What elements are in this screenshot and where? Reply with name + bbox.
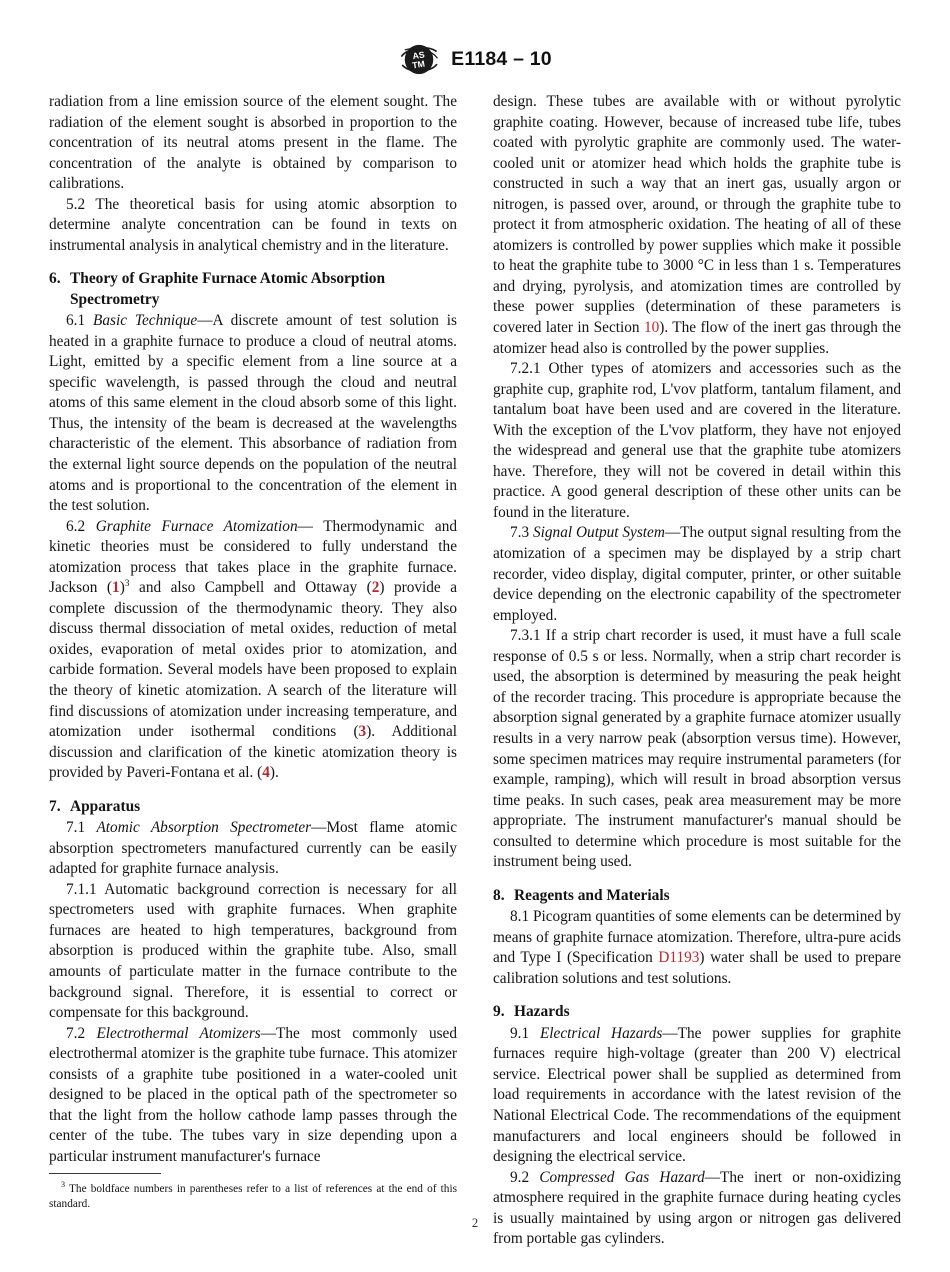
paragraph-9-1-text: —The power supplies for graphite furnaces require high-voltage (greater than 200 V) electrical service. Electrical power shall be supplied as determined from load requirements in accordance with the latest revision of the National Electrical Code. The recommendations of the equipment manufacturers and local engineers should be followed in designing the electrical service. [493, 1024, 902, 1166]
paragraph-8-1-text-2: ) water shall be used to prepare calibration solutions and test solutions. [493, 949, 901, 987]
paragraph-9-1-number: 9.1 [510, 1024, 530, 1042]
paragraph-9-2-text: —The inert or non-oxidizing atmosphere required in the graphite furnace during heating cycles is usually maintained by using argon or nitrogen gas delivered from portable gas cylinders. [493, 1168, 901, 1248]
two-column-body [49, 92, 902, 1248]
heading-7-number: 7. [49, 797, 61, 815]
paragraph-6-2-number: 6.2 [66, 517, 86, 535]
heading-section-7 [49, 797, 457, 817]
reference-link-2[interactable]: 2 [371, 579, 380, 597]
paragraph-6-2-text-1: — Thermodynamic and kinetic theories must be considered to fully understand the atomization process that takes place in the graphite furnace. Jackson ( [49, 517, 457, 597]
heading-section-9 [493, 1002, 901, 1022]
paragraph-6-2 [49, 517, 457, 784]
reference-link-4[interactable]: 4 [262, 764, 270, 782]
footnote-marker-3[interactable]: 3 [124, 579, 130, 590]
heading-section-6 [49, 269, 457, 310]
svg-text:AS: AS [411, 49, 426, 62]
paragraph-6-2-text-5: ). Additional discussion and clarification of the kinetic atomization theory is provided by Paveri-Fontana et al. ( [49, 723, 457, 782]
footnote-3-marker: 3 [61, 1180, 66, 1190]
paragraph-6-1-text: —A discrete amount of test solution is heated in a graphite furnace to produce a cloud of neutral atoms. Light, emitted by a specific element from a line source at a specific wavelength, is passed through the cloud and neutral atoms of this same element in the cloud absorb some of this light. Thus, the intensity of the beam is decreased at the wavelengths characteristic of the element. This absorbance of radiation from the external light source depends on the population of the neutral atoms and is proportional to the concentration of the element in the test solution. [49, 312, 457, 515]
paragraph-6-1 [49, 311, 457, 516]
paragraph-continued-from-previous-page: radiation from a line emission source of the element sought. The radiation of the element sought is absorbed in proportion to the concentration of its neutral atoms present in the flame. The concentration of the analyte is obtained by comparison to calibrations. [49, 93, 457, 193]
paragraph-8-1 [493, 907, 901, 989]
heading-8-title: Reagents and Materials [514, 886, 670, 904]
paragraph-7-2-1: 7.2.1 Other types of atomizers and accessories such as the graphite cup, graphite rod, L'vov platform, tantalum filament, and tantalum boat have been used and are covered in the literature. With the exception of the L'vov platform, they have not enjoyed the widespread and general use that the graphite tube atomizers have. Therefore, they will not be covered in detail within this practice. A good general description of these other units can be found in the literature. [493, 360, 901, 521]
svg-text:TM: TM [411, 58, 426, 71]
footnote-3-text: The boldface numbers in parentheses refer to a list of references at the end of this standard. [49, 1183, 457, 1211]
paragraph-7-2-text: —The most commonly used electrothermal atomizer is the graphite tube furnace. This atomizer consists of a graphite tube positioned in a water-cooled unit designed to be placed in the optical path of the spectrometer so that the light from the hollow cathode lamp passes through the center of the tube. The tubes vary in size depending upon a particular instrument manufacturer's furnace [49, 1024, 457, 1165]
right-column [493, 92, 902, 1248]
paragraph-7-1 [49, 818, 457, 880]
paragraph-6-2-text-6: ). [269, 764, 279, 782]
paragraph-7-2-italic-title: Electrothermal Atomizers [96, 1024, 261, 1042]
heading-6-number: 6. [49, 270, 61, 288]
reference-link-3[interactable]: 3 [358, 723, 367, 741]
paragraph-7-1-text: —Most flame atomic absorption spectrometers manufactured currently can be easily adapted for graphite furnace analysis. [49, 819, 457, 878]
paragraph-7-3-text: —The output signal resulting from the atomization of a specimen may be displayed by a strip chart recorder, video display, digital computer, printer, or other suitable device depending on the electronic capability of the spectrometer employed. [493, 524, 901, 624]
paragraph-7-1-number: 7.1 [66, 819, 86, 837]
page-number: 2 [471, 1216, 479, 1230]
paragraph-6-2-text-3: and also Campbell and Ottaway ( [129, 579, 372, 597]
footnote-3 [49, 1182, 457, 1211]
paragraph-5-2: 5.2 The theoretical basis for using atomic absorption to determine analyte concentration can be found in texts on instrumental analysis in analytical chemistry and in the literature. [49, 195, 457, 254]
paragraph-6-1-italic-title: Basic Technique [93, 312, 198, 330]
paragraph-7-3-italic-title: Signal Output System [533, 524, 665, 542]
heading-8-number: 8. [493, 886, 505, 904]
paragraph-9-1-italic-title: Electrical Hazards [539, 1024, 663, 1042]
heading-section-8 [493, 886, 901, 906]
paragraph-7-3-1: 7.3.1 If a strip chart recorder is used, it must have a full scale response of 0.5 s or less. Normally, when a strip chart recorder is used, the absorption is determined by measuring the peak height of the recorder tracing. This procedure is appropriate because the absorption signal generated by a graphite furnace atomizer usually results in a very narrow peak (absorption versus time). However, some specimen matrices may require instrumental parameters (for example, ramping), which will result in broad absorption versus time peaks. In such cases, peak area measurement may be more appropriate. The instrument manufacturer's manual should be consulted to determine which procedure is most suitable for the instrument being used. [493, 627, 901, 871]
paragraph-7-1-italic-title: Atomic Absorption Spectrometer [96, 819, 312, 837]
footnote-separator-rule [49, 1173, 161, 1174]
paragraph-8-1-text-1: 8.1 Picogram quantities of some elements can be determined by means of graphite furnace atomization. Therefore, ultra-pure acids and Type I (Specification [493, 908, 901, 967]
cross-reference-section-10[interactable]: 10 [643, 319, 660, 337]
paragraph-7-2-continued-text-1: design. These tubes are available with or without pyrolytic graphite coating. However, because of increased tube life, tubes coated with pyrolytic graphite are commonly used. The water- cooled unit or atomizer head which holds the graphite tube is constructed in such a way that an inert gas, usually argon or nitrogen, is passed over, around, or through the graphite tube to protect it from atmospheric oxidation. The heating of all of these atomizers is controlled by power supplies which make it possible to heat the graphite tube to 3000 °C in less than 1 s. Temperatures and drying, pyrolysis, and atomization times are controlled by these power supplies (determination of these parameters is covered later in Section [493, 93, 901, 337]
reference-link-1[interactable]: 1 [112, 579, 120, 597]
left-column [49, 92, 457, 1211]
paragraph-9-2-number: 9.2 [510, 1168, 530, 1186]
heading-9-title: Hazards [514, 1003, 570, 1021]
paragraph-6-2-text-2: ) [119, 579, 125, 597]
paragraph-6-2-text-4: ) provide a complete discussion of the thermodynamic theory. They also discuss thermal dissociation of metal oxides, reduction of metal oxides, evaporation of metal oxides prior to atomization, and carbide formation. Several models have been proposed to explain the theory of kinetic atomization. A search of the literature will find discussions of atomization under increasing temperature, and atomization under isothermal conditions ( [49, 579, 457, 741]
astm-logo [398, 44, 440, 75]
paragraph-7-2-number: 7.2 [66, 1024, 86, 1042]
paragraph-9-2-italic-title: Compressed Gas Hazard [539, 1168, 705, 1186]
paragraph-7-3-number: 7.3 [510, 524, 530, 542]
paragraph-7-2-continued [493, 92, 901, 359]
heading-7-title: Apparatus [70, 797, 141, 815]
paragraph-7-2 [49, 1024, 457, 1168]
paragraph-7-2-continued-text-2: ). The flow of the inert gas through the atomizer head also is controlled by the power supplies. [493, 319, 901, 357]
paragraph-9-1 [493, 1024, 901, 1168]
paragraph-9-2 [493, 1168, 901, 1250]
page-header [0, 44, 950, 75]
footnote-block [49, 1167, 457, 1211]
cross-reference-specification-d1193[interactable]: D1193 [658, 949, 700, 967]
paragraph-6-1-number: 6.1 [66, 312, 86, 330]
heading-6-title: Theory of Graphite Furnace Atomic Absorption Spectrometry [70, 270, 386, 308]
paragraph-7-1-1: 7.1.1 Automatic background correction is necessary for all spectrometers used with graphite furnaces. When graphite furnaces are heated to high temperatures, background from absorption is produced within the graphite tube. Also, small amounts of particulate matter in the furnace contribute to the background signal. Therefore, it is essential to correct or compensate for this background. [49, 880, 457, 1022]
paragraph-6-2-italic-title: Graphite Furnace Atomization [95, 517, 298, 535]
paragraph-7-3 [493, 523, 901, 626]
standard-designation: E1184 – 10 [451, 48, 552, 70]
heading-9-number: 9. [493, 1003, 505, 1021]
